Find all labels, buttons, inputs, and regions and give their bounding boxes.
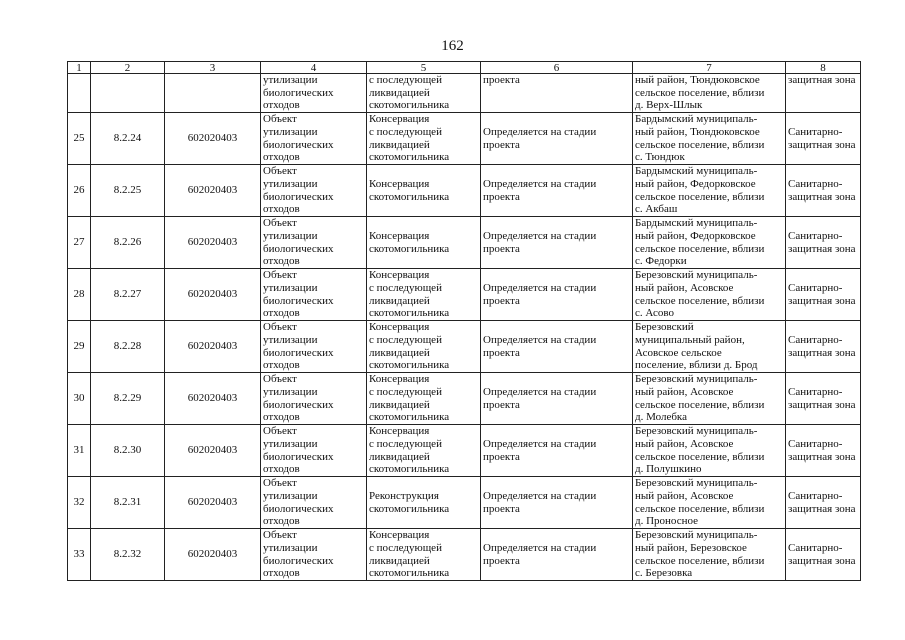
cell-text: ный район, Федорковское — [635, 229, 756, 242]
cell-text: отходов — [263, 515, 300, 528]
cell-text: утилизации — [263, 333, 318, 346]
cell-text: защитная зона — [788, 190, 856, 203]
object-cell — [261, 165, 367, 217]
cell-text: Объект — [263, 217, 297, 230]
cell-text: Определяется на стадии — [483, 489, 597, 502]
number-cell: 28 — [68, 269, 91, 321]
cell-text: Консервация — [369, 373, 430, 386]
cell-text: Объект — [263, 165, 297, 178]
cell-text: проекта — [483, 190, 520, 203]
cell-text: Бардымский муниципаль- — [635, 165, 758, 178]
cell-text: скотомогильника — [369, 190, 450, 203]
zone-cell — [786, 113, 861, 165]
object-cell — [261, 74, 367, 113]
cell-text: ликвидацией — [369, 450, 430, 463]
cell-text: защитная зона — [788, 138, 856, 151]
page-number: 162 — [441, 38, 464, 54]
cell-text: скотомогильника — [369, 307, 450, 320]
cell-text: Санитарно- — [788, 385, 843, 398]
id-cell: 602020403 — [165, 113, 261, 165]
cell-text: сельское поселение, вблизи — [635, 242, 765, 255]
cell-text: сельское поселение, вблизи — [635, 138, 765, 151]
number-cell: 25 — [68, 113, 91, 165]
object-cell — [261, 321, 367, 373]
cell-text: сельское поселение, вблизи — [635, 554, 765, 567]
cell-text: отходов — [263, 151, 300, 164]
location-cell — [633, 425, 786, 477]
cell-text: сельское поселение, вблизи — [635, 398, 765, 411]
column-header: 6 — [481, 62, 633, 74]
cell-text: проекта — [483, 398, 520, 411]
table-row — [68, 321, 861, 373]
cell-text: биологических — [263, 554, 334, 567]
cell-text: отходов — [263, 411, 300, 424]
cell-text: ликвидацией — [369, 554, 430, 567]
cell-text: Определяется на стадии — [483, 333, 597, 346]
cell-text: Объект — [263, 425, 297, 438]
code-cell: 8.2.30 — [91, 425, 165, 477]
stage-cell — [481, 165, 633, 217]
cell-text: сельское поселение, вблизи — [635, 190, 765, 203]
zone-cell — [786, 269, 861, 321]
stage-cell — [481, 217, 633, 269]
code-cell: 8.2.25 — [91, 165, 165, 217]
cell-text: отходов — [263, 99, 300, 112]
location-cell — [633, 113, 786, 165]
id-cell: 602020403 — [165, 321, 261, 373]
code-cell: 8.2.31 — [91, 477, 165, 529]
action-cell — [367, 217, 481, 269]
cell-text: отходов — [263, 255, 300, 268]
cell-text: с. Березовка — [635, 567, 693, 580]
cell-text: защитная зона — [788, 502, 856, 515]
id-cell: 602020403 — [165, 373, 261, 425]
cell-text: Объект — [263, 321, 297, 334]
cell-text: проекта — [483, 502, 520, 515]
zone-cell — [786, 321, 861, 373]
cell-text: ликвидацией — [369, 138, 430, 151]
cell-text: биологических — [263, 190, 334, 203]
location-cell — [633, 74, 786, 113]
cell-text: Асовское сельское — [635, 346, 722, 359]
cell-text: д. Молебка — [635, 411, 687, 424]
id-cell: 602020403 — [165, 269, 261, 321]
table-row — [68, 269, 861, 321]
number-cell: 27 — [68, 217, 91, 269]
cell-text: Санитарно- — [788, 437, 843, 450]
cell-text: ный район, Тюндюковское — [635, 74, 760, 86]
cell-text: Санитарно- — [788, 281, 843, 294]
stage-cell — [481, 269, 633, 321]
code-cell: 8.2.29 — [91, 373, 165, 425]
cell-text: Консервация — [369, 425, 430, 438]
cell-text: ный район, Федорковское — [635, 177, 756, 190]
cell-text: с последующей — [369, 437, 442, 450]
cell-text: утилизации — [263, 437, 318, 450]
id-cell — [165, 74, 261, 113]
table-row — [68, 425, 861, 477]
object-cell — [261, 113, 367, 165]
cell-text: ный район, Асовское — [635, 437, 734, 450]
cell-text: биологических — [263, 346, 334, 359]
cell-text: сельское поселение, вблизи — [635, 502, 765, 515]
cell-text: с последующей — [369, 385, 442, 398]
column-header: 1 — [68, 62, 91, 74]
cell-text: проекта — [483, 242, 520, 255]
code-cell: 8.2.24 — [91, 113, 165, 165]
cell-text: Определяется на стадии — [483, 281, 597, 294]
column-header: 5 — [367, 62, 481, 74]
cell-text: с последующей — [369, 333, 442, 346]
location-cell — [633, 477, 786, 529]
cell-text: проекта — [483, 554, 520, 567]
cell-text: поселение, вблизи д. Брод — [635, 359, 758, 372]
location-cell — [633, 165, 786, 217]
cell-text: Консервация — [369, 113, 430, 126]
table-row — [68, 529, 861, 581]
cell-text: Консервация — [369, 229, 430, 242]
number-cell: 29 — [68, 321, 91, 373]
zone-cell — [786, 477, 861, 529]
cell-text: ный район, Березовское — [635, 541, 747, 554]
cell-text: Березовский муниципаль- — [635, 425, 758, 438]
cell-text: Санитарно- — [788, 229, 843, 242]
object-cell — [261, 373, 367, 425]
action-cell — [367, 425, 481, 477]
objects-table — [67, 61, 861, 581]
table-row — [68, 373, 861, 425]
table-row — [68, 477, 861, 529]
cell-text: Бардымский муниципаль- — [635, 217, 758, 230]
number-cell: 30 — [68, 373, 91, 425]
cell-text: биологических — [263, 242, 334, 255]
code-cell: 8.2.27 — [91, 269, 165, 321]
cell-text: с. Акбаш — [635, 203, 678, 216]
id-cell: 602020403 — [165, 477, 261, 529]
code-cell: 8.2.32 — [91, 529, 165, 581]
cell-text: утилизации — [263, 229, 318, 242]
stage-cell — [481, 373, 633, 425]
zone-cell — [786, 165, 861, 217]
action-cell — [367, 269, 481, 321]
column-header: 4 — [261, 62, 367, 74]
cell-text: Реконструкция — [369, 489, 439, 502]
location-cell — [633, 529, 786, 581]
cell-text: скотомогильника — [369, 242, 450, 255]
column-header: 8 — [786, 62, 861, 74]
cell-text: ный район, Тюндюковское — [635, 125, 760, 138]
cell-text: защитная зона — [788, 554, 856, 567]
cell-text: ликвидацией — [369, 86, 430, 99]
location-cell — [633, 217, 786, 269]
cell-text: с последующей — [369, 125, 442, 138]
cell-text: утилизации — [263, 74, 318, 86]
number-cell — [68, 74, 91, 113]
location-cell — [633, 373, 786, 425]
zone-cell — [786, 373, 861, 425]
cell-text: скотомогильника — [369, 567, 450, 580]
cell-text: Бардымский муниципаль- — [635, 113, 758, 126]
action-cell — [367, 373, 481, 425]
number-cell: 26 — [68, 165, 91, 217]
cell-text: с последующей — [369, 74, 442, 86]
table-row — [68, 113, 861, 165]
action-cell — [367, 529, 481, 581]
cell-text: с. Тюндюк — [635, 151, 685, 164]
cell-text: утилизации — [263, 281, 318, 294]
cell-text: ный район, Асовское — [635, 489, 734, 502]
cell-text: с. Асово — [635, 307, 675, 320]
cell-text: Санитарно- — [788, 541, 843, 554]
code-cell: 8.2.28 — [91, 321, 165, 373]
object-cell — [261, 477, 367, 529]
cell-text: утилизации — [263, 385, 318, 398]
cell-text: Консервация — [369, 321, 430, 334]
cell-text: биологических — [263, 398, 334, 411]
zone-cell — [786, 529, 861, 581]
cell-text: ликвидацией — [369, 346, 430, 359]
cell-text: защитная зона — [788, 242, 856, 255]
action-cell — [367, 113, 481, 165]
cell-text: Определяется на стадии — [483, 177, 597, 190]
number-cell: 31 — [68, 425, 91, 477]
action-cell — [367, 321, 481, 373]
location-cell — [633, 269, 786, 321]
zone-cell — [786, 425, 861, 477]
stage-cell — [481, 477, 633, 529]
cell-text: скотомогильника — [369, 411, 450, 424]
code-cell — [91, 74, 165, 113]
cell-text: сельское поселение, вблизи — [635, 86, 765, 99]
cell-text: отходов — [263, 359, 300, 372]
cell-text: проекта — [483, 138, 520, 151]
cell-text: Определяется на стадии — [483, 229, 597, 242]
cell-text: утилизации — [263, 125, 318, 138]
code-cell: 8.2.26 — [91, 217, 165, 269]
column-header: 3 — [165, 62, 261, 74]
cell-text: Определяется на стадии — [483, 541, 597, 554]
stage-cell — [481, 321, 633, 373]
cell-text: биологических — [263, 450, 334, 463]
cell-text: Объект — [263, 113, 297, 126]
cell-text: биологических — [263, 294, 334, 307]
zone-cell — [786, 217, 861, 269]
cell-text: ликвидацией — [369, 294, 430, 307]
cell-text: с последующей — [369, 541, 442, 554]
cell-text: биологических — [263, 138, 334, 151]
cell-text: отходов — [263, 463, 300, 476]
location-cell — [633, 321, 786, 373]
id-cell: 602020403 — [165, 425, 261, 477]
cell-text: Березовский муниципаль- — [635, 373, 758, 386]
cell-text: утилизации — [263, 177, 318, 190]
cell-text: с последующей — [369, 281, 442, 294]
cell-text: отходов — [263, 307, 300, 320]
cell-text: отходов — [263, 203, 300, 216]
id-cell: 602020403 — [165, 165, 261, 217]
cell-text: биологических — [263, 86, 334, 99]
action-cell — [367, 165, 481, 217]
object-cell — [261, 269, 367, 321]
cell-text: д. Верх-Шлык — [635, 99, 703, 112]
cell-text: Березовский муниципаль- — [635, 529, 758, 542]
cell-text: отходов — [263, 567, 300, 580]
cell-text: скотомогильника — [369, 99, 450, 112]
table-row — [68, 165, 861, 217]
cell-text: Объект — [263, 529, 297, 542]
cell-text: Консервация — [369, 177, 430, 190]
column-number-row — [68, 62, 861, 74]
cell-text: защитная зона — [788, 398, 856, 411]
cell-text: Санитарно- — [788, 177, 843, 190]
action-cell — [367, 477, 481, 529]
cell-text: Санитарно- — [788, 125, 843, 138]
zone-cell — [786, 74, 861, 113]
cell-text: ный район, Асовское — [635, 281, 734, 294]
cell-text: с. Федорки — [635, 255, 687, 268]
cell-text: Березовский муниципаль- — [635, 477, 758, 490]
table-row — [68, 217, 861, 269]
cell-text: биологических — [263, 502, 334, 515]
cell-text: Определяется на стадии — [483, 385, 597, 398]
cell-text: сельское поселение, вблизи — [635, 450, 765, 463]
cell-text: защитная зона — [788, 294, 856, 307]
number-cell: 33 — [68, 529, 91, 581]
cell-text: ный район, Асовское — [635, 385, 734, 398]
cell-text: проекта — [483, 450, 520, 463]
cell-text: Санитарно- — [788, 489, 843, 502]
cell-text: скотомогильника — [369, 463, 450, 476]
cell-text: Объект — [263, 269, 297, 282]
cell-text: защитная зона — [788, 74, 856, 86]
cell-text: скотомогильника — [369, 151, 450, 164]
id-cell: 602020403 — [165, 217, 261, 269]
stage-cell — [481, 113, 633, 165]
cell-text: Объект — [263, 477, 297, 490]
cell-text: защитная зона — [788, 346, 856, 359]
column-header: 2 — [91, 62, 165, 74]
cell-text: д. Полушкино — [635, 463, 702, 476]
column-header: 7 — [633, 62, 786, 74]
object-cell — [261, 529, 367, 581]
cell-text: утилизации — [263, 489, 318, 502]
stage-cell — [481, 74, 633, 113]
id-cell: 602020403 — [165, 529, 261, 581]
cell-text: муниципальный район, — [635, 333, 745, 346]
continuation-row — [68, 74, 861, 113]
cell-text: Березовский муниципаль- — [635, 269, 758, 282]
cell-text: сельское поселение, вблизи — [635, 294, 765, 307]
cell-text: проекта — [483, 346, 520, 359]
cell-text: ликвидацией — [369, 398, 430, 411]
cell-text: защитная зона — [788, 450, 856, 463]
object-cell — [261, 425, 367, 477]
stage-cell — [481, 529, 633, 581]
object-cell — [261, 217, 367, 269]
cell-text: Определяется на стадии — [483, 437, 597, 450]
cell-text: скотомогильника — [369, 359, 450, 372]
number-cell: 32 — [68, 477, 91, 529]
stage-cell — [481, 425, 633, 477]
cell-text: Определяется на стадии — [483, 125, 597, 138]
action-cell — [367, 74, 481, 113]
cell-text: проекта — [483, 294, 520, 307]
cell-text: Объект — [263, 373, 297, 386]
cell-text: скотомогильника — [369, 502, 450, 515]
cell-text: Березовский — [635, 321, 694, 334]
cell-text: Санитарно- — [788, 333, 843, 346]
cell-text: Консервация — [369, 529, 430, 542]
cell-text: утилизации — [263, 541, 318, 554]
cell-text: проекта — [483, 74, 520, 86]
cell-text: д. Проносное — [635, 515, 698, 528]
cell-text: Консервация — [369, 269, 430, 282]
